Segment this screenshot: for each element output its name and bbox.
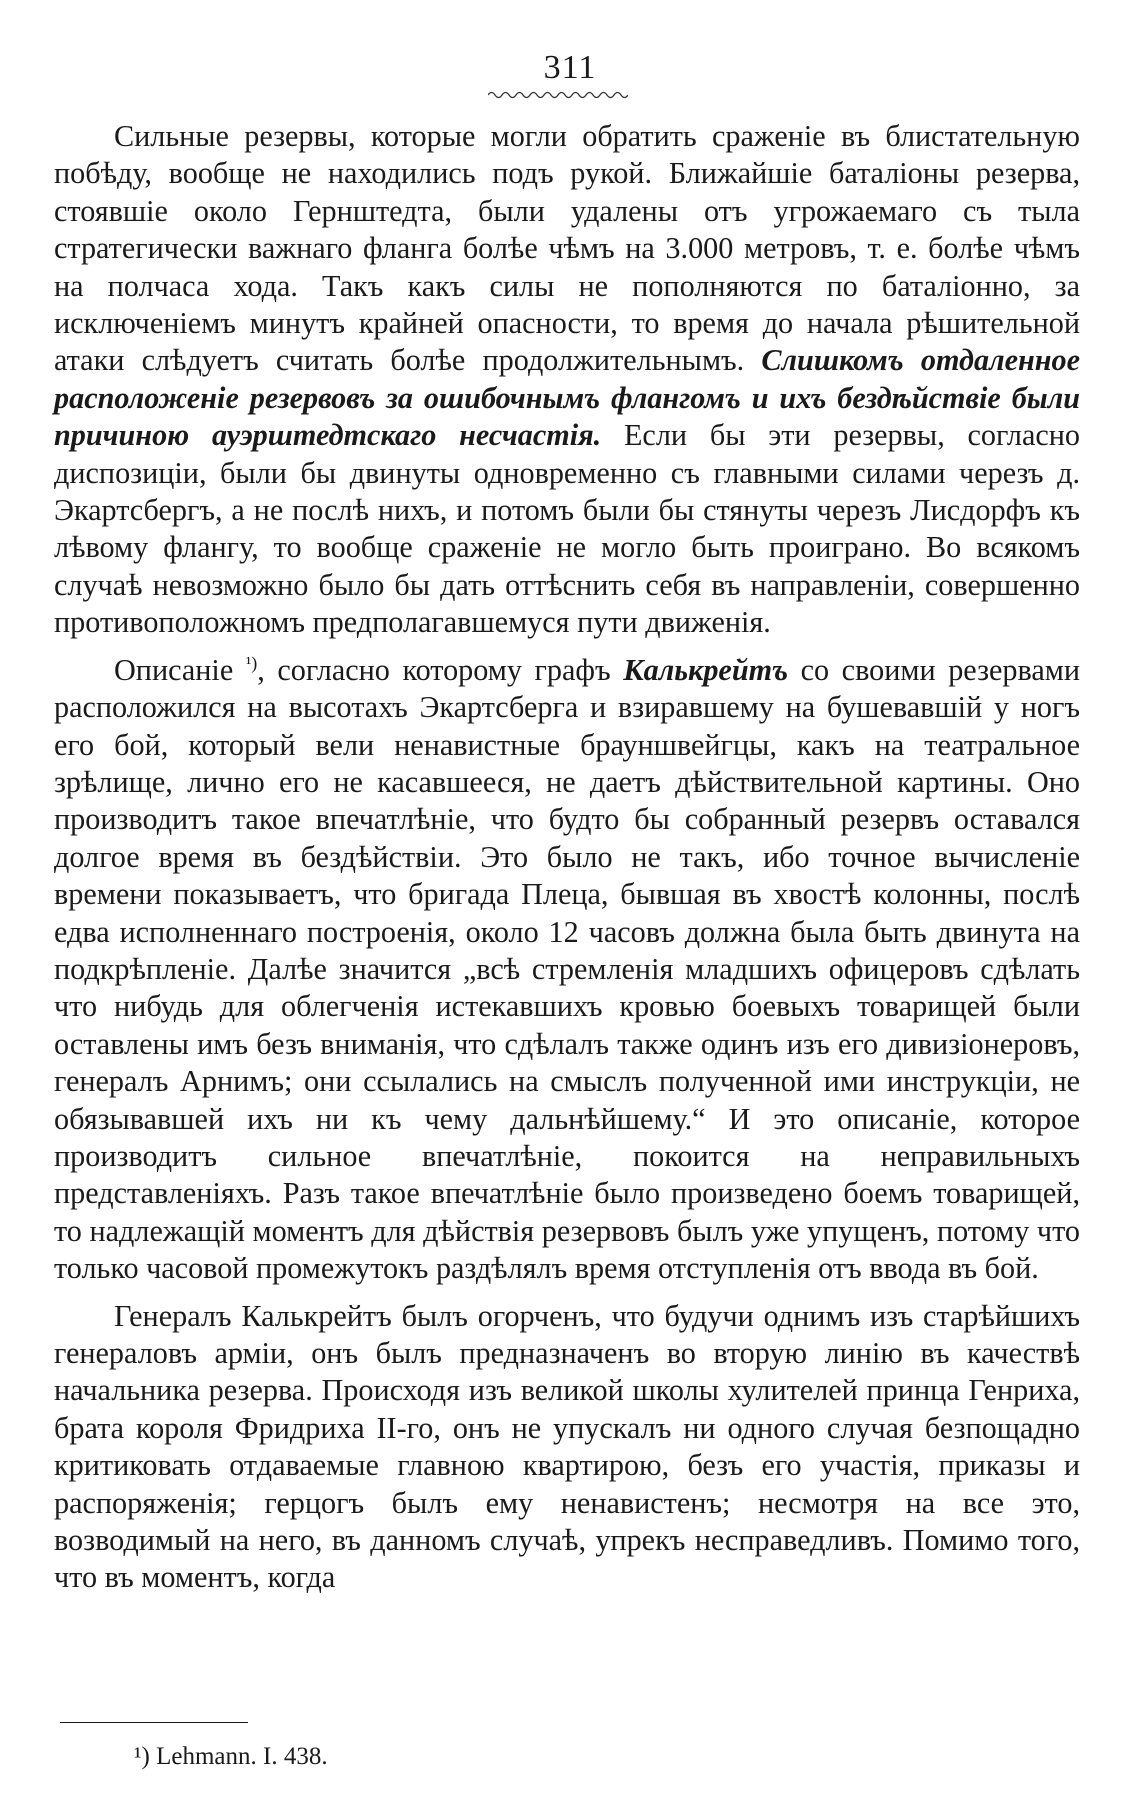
footnote-text: Lehmann. I. 438. [156,1743,328,1770]
footnote-marker: ¹) [134,1743,150,1770]
page-number-ornament [488,90,628,100]
paragraph-1-emphasis: Слишкомъ отдаленное расположеніе резервовъ за ошибочнымъ флангомъ и ихъ бездѣйствіе были причиною ауэрштедтскаго несчастія. [54,343,1080,453]
footnote [134,1742,328,1772]
paragraph-1 [54,118,1080,642]
paragraph-2-text-a: Описаніе [114,652,246,687]
paragraph-2 [54,652,1080,1288]
paragraph-2-text-b: , согласно которому графъ [257,652,624,687]
paragraph-2-emphasis-name: Калькрейтъ [623,652,789,687]
page-number: 311 [543,49,597,86]
paragraph-2-text-c: со своими резервами расположился на высотахъ Экартсберга и взиравшему на бушевавшій у ногъ его бой, который вели ненавистные брауншвейгцы, какъ на театральное зрѣлище, лично его не касавшееся, не даетъ дѣйствительной картины. Оно производитъ такое впечатлѣніе, что будто бы собранный резервъ оставался долгое время въ бездѣйствіи. Это было не такъ, ибо точное вычисленіе времени показываетъ, что бригада Плеца, бывшая въ хвостѣ колонны, послѣ едва исполненнаго построенія, около 12 часовъ должна была быть двинута на подкрѣпленіе. Далѣе значится „всѣ стремленія младшихъ офицеровъ сдѣлать что нибудь для облегченія истекавшихъ кровью боевыхъ товарищей были оставлены имъ безъ вниманія, что сдѣлалъ также одинъ изъ его дивизіонеровъ, генералъ Арнимъ; они ссылались на смыслъ полученной ими инструкціи, не обязывавшей ихъ ни къ чему дальнѣйшему.“ И это описаніе, которое производитъ сильное впечатлѣніе, покоится на неправильныхъ представленіяхъ. Разъ такое впечатлѣніе было произведено боемъ товарищей, то надлежащій моментъ для дѣйствія резервовъ былъ уже упущенъ, потому что только часовой промежутокъ раздѣлялъ время отступленія отъ ввода въ бой. [54,652,1080,1286]
paragraph-3-text: Генералъ Калькрейтъ былъ огорченъ, что будучи однимъ изъ старѣйшихъ генераловъ арміи, онъ былъ предназначенъ во вторую линію въ качествѣ начальника резерва. Происходя изъ великой школы хулителей принца Генриха, брата короля Фридриха II-го, онъ не упускалъ ни одного случая безпощадно критиковать отдаваемые главною квартирою, безъ его участія, приказы и распоряженія; герцогъ былъ ему ненавистенъ; несмотря на все это, возводимый на него, въ данномъ случаѣ, упрекъ несправедливъ. Помимо того, что въ моментъ, когда [54,1298,1080,1595]
footnote-divider [60,1722,248,1723]
paragraph-3 [54,1298,1080,1597]
body-text [54,118,1080,1597]
paragraph-1-text-b: Если бы эти резервы, согласно диспозиціи, были бы двинуты одновременно съ главными силами черезъ д. Экартсбергъ, а не послѣ нихъ, и потомъ были бы стянуты черезъ Лисдорфъ къ лѣвому флангу, то вообще сраженіе не могло быть проиграно. Во всякомъ случаѣ невозможно было бы дать оттѣснить себя въ направленіи, совершенно противоположномъ предполагавшемуся пути движенія. [54,418,1080,640]
paragraph-1-text-a: Сильные резервы, которые могли обратить сраженіе въ блистательную побѣду, вообще не находились подъ рукой. Ближайшіе баталіоны резерва, стоявшіе около Гернштедта, были удалены отъ угрожаемаго съ тыла стратегически важнаго фланга болѣе чѣмъ на 3.000 метровъ, т. е. болѣе чѣмъ на полчаса хода. Такъ какъ силы не пополняются по баталіонно, за исключеніемъ минутъ крайней опасности, то время до начала рѣшительной атаки слѣдуетъ считать болѣе продолжительнымъ. [54,119,1080,378]
footnote-reference: ¹) [245,652,258,673]
